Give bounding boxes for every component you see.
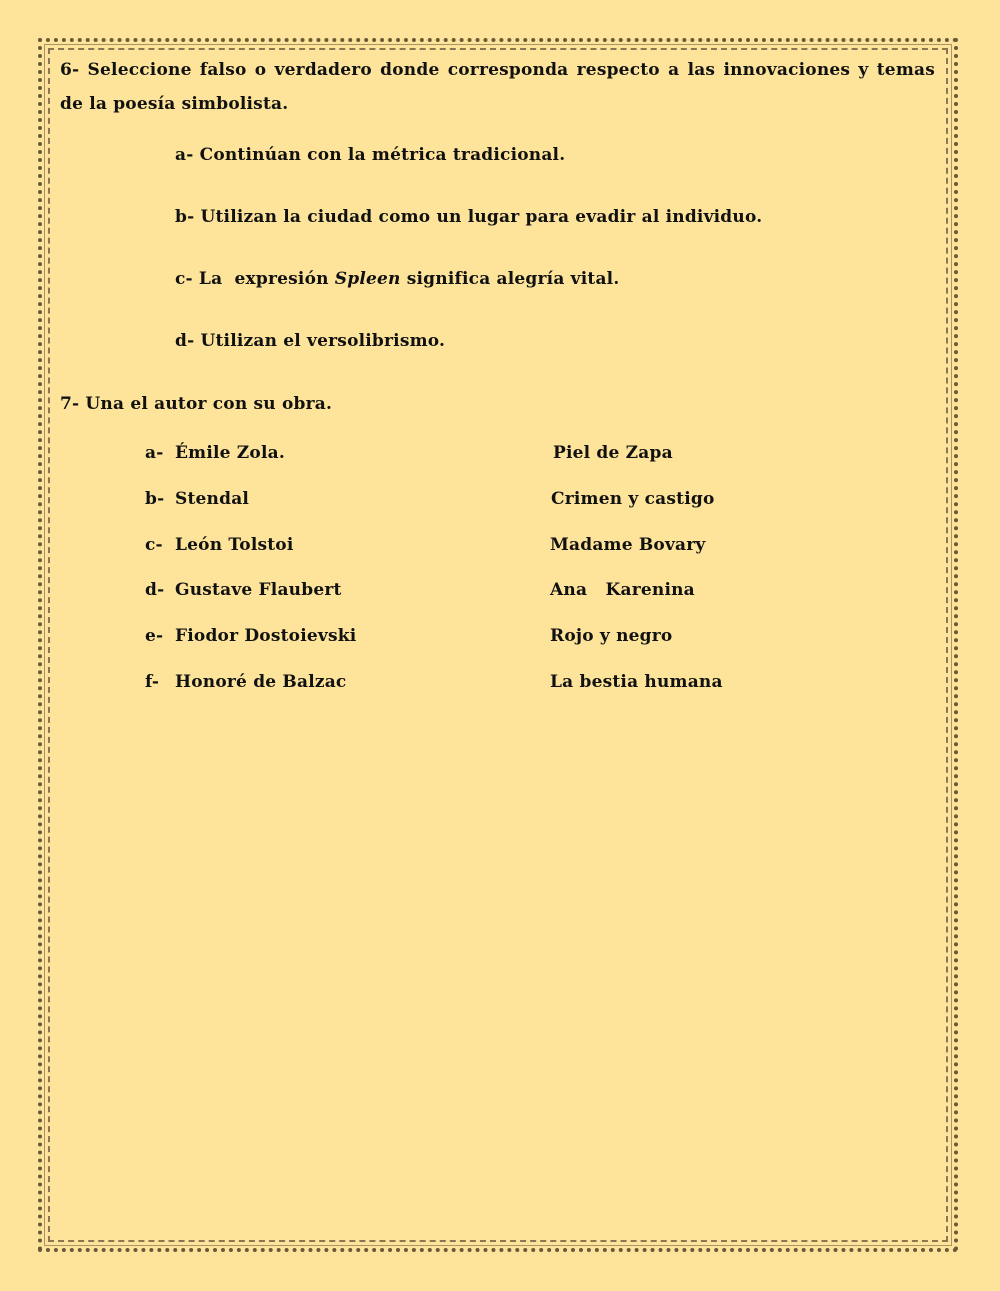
author-letter: b- xyxy=(145,489,165,509)
question-7-prompt: 7- Una el autor con su obra. xyxy=(60,394,333,414)
author-item-c xyxy=(145,535,294,555)
author-name: Gustave Flaubert xyxy=(175,580,342,600)
work-item-2: Crimen y castigo xyxy=(551,489,715,509)
author-letter: e- xyxy=(145,626,164,646)
question-6-item-a: a- Continúan con la métrica tradicional. xyxy=(175,145,566,165)
item-c-suffix: significa alegría vital. xyxy=(400,269,620,289)
author-item-e xyxy=(145,626,356,646)
work-item-1: Piel de Zapa xyxy=(553,443,673,463)
author-name: Stendal xyxy=(175,489,250,509)
work-item-4: Ana Karenina xyxy=(550,580,695,600)
item-c-prefix: c- La expresión xyxy=(175,269,335,289)
author-name: Fiodor Dostoievski xyxy=(175,626,357,646)
author-item-d xyxy=(145,580,342,600)
author-item-f xyxy=(145,672,346,692)
question-6-prompt: 6- Seleccione falso o verdadero donde corresponda respecto a las innovaciones y temas de la poesía simbolista. xyxy=(60,60,935,114)
question-6-item-d: d- Utilizan el versolibrismo. xyxy=(175,331,446,351)
author-item-a xyxy=(145,443,285,463)
author-letter: a- xyxy=(145,443,164,463)
question-6-item-c xyxy=(175,269,619,289)
spleen-term: Spleen xyxy=(334,269,401,289)
author-letter: c- xyxy=(145,535,163,555)
author-name: Émile Zola. xyxy=(175,443,285,463)
work-item-6: La bestia humana xyxy=(550,672,723,692)
author-letter: f- xyxy=(145,672,160,692)
author-letter: d- xyxy=(145,580,165,600)
author-name: León Tolstoi xyxy=(175,535,294,555)
work-item-3: Madame Bovary xyxy=(550,535,706,555)
work-item-5: Rojo y negro xyxy=(550,626,673,646)
question-6-item-b: b- Utilizan la ciudad como un lugar para evadir al individuo. xyxy=(175,207,763,227)
author-item-b xyxy=(145,489,249,509)
author-name: Honoré de Balzac xyxy=(175,672,347,692)
